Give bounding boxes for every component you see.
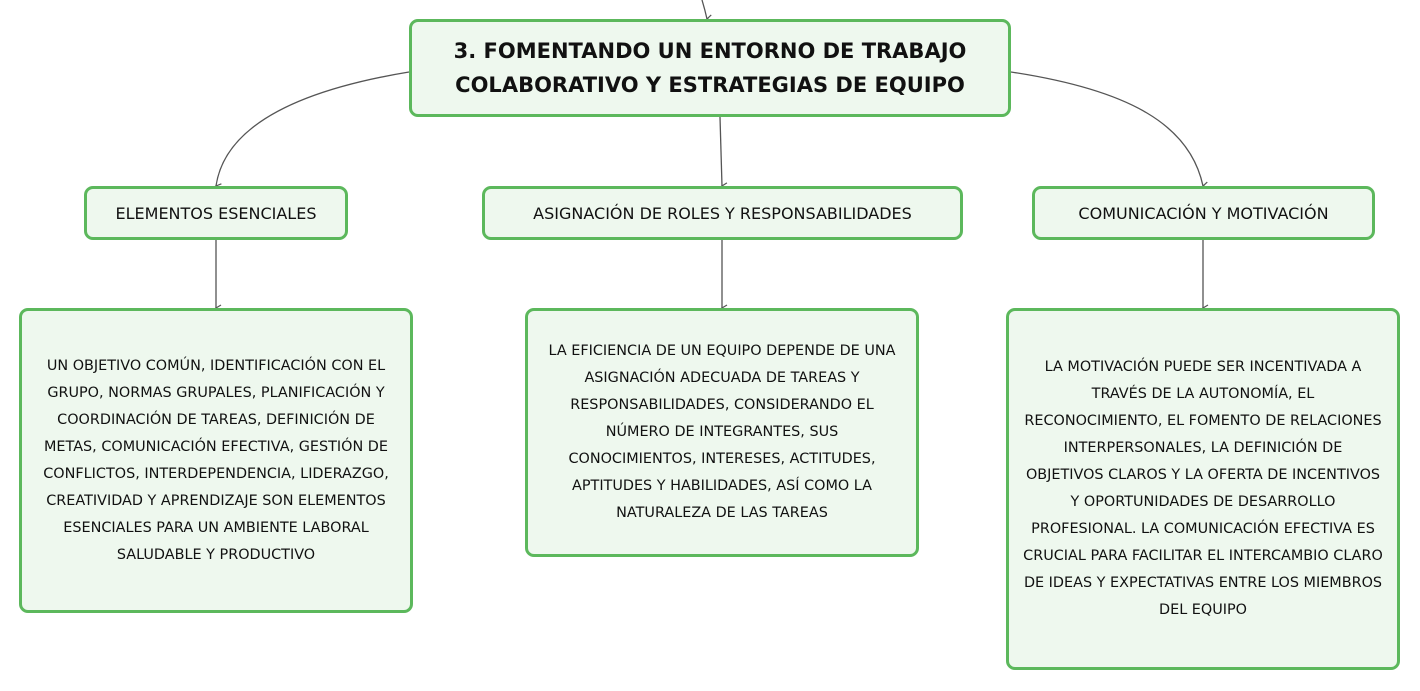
main-topic-title	[454, 34, 967, 102]
subtopic-label: COMUNICACIÓN Y MOTIVACIÓN	[1078, 203, 1329, 223]
connector-from-parent	[702, 0, 707, 19]
detail-node-comunicacion-motivacion[interactable]	[1006, 308, 1400, 670]
detail-text: LA EFICIENCIA DE UN EQUIPO DEPENDE DE UNA ASIGNACIÓN ADECUADA DE TAREAS Y RESPONSABILIDADES, CONSIDERANDO EL NÚMERO DE INTEGRANTES, SUS CONOCIMIENTOS, INTERESES, ACTITUDES, APTITUDES Y HABILIDADES, ASÍ COMO LA NATURALEZA DE LAS TAREAS	[548, 343, 896, 521]
connector-main-to-comunicacion	[1011, 72, 1203, 186]
subtopic-label: ELEMENTOS ESENCIALES	[115, 203, 317, 223]
subtopic-node-elementos-esenciales[interactable]	[84, 186, 348, 240]
main-topic-line-1: 3. FOMENTANDO UN ENTORNO DE TRABAJO	[453, 39, 967, 63]
main-topic-line-2: COLABORATIVO Y ESTRATEGIAS DE EQUIPO	[455, 73, 965, 97]
subtopic-label: ASIGNACIÓN DE ROLES Y RESPONSABILIDADES	[533, 203, 912, 223]
subtopic-node-comunicacion-motivacion[interactable]	[1032, 186, 1375, 240]
connector-main-to-asignacion	[720, 117, 722, 186]
detail-node-elementos-esenciales[interactable]	[19, 308, 413, 613]
subtopic-node-asignacion-roles[interactable]	[482, 186, 963, 240]
detail-text: LA MOTIVACIÓN PUEDE SER INCENTIVADA A TRAVÉS DE LA AUTONOMÍA, EL RECONOCIMIENTO, EL FOMENTO DE RELACIONES INTERPERSONALES, LA DEFINICIÓN DE OBJETIVOS CLAROS Y LA OFERTA DE INCENTIVOS Y OPORTUNIDADES DE DESARROLLO PROFESIONAL. LA COMUNICACIÓN EFECTIVA ES CRUCIAL PARA FACILITAR EL INTERCAMBIO CLARO DE IDEAS Y EXPECTATIVAS ENTRE LOS MIEMBROS DEL EQUIPO	[1023, 359, 1383, 618]
detail-node-asignacion-roles[interactable]	[525, 308, 919, 557]
connector-main-to-elementos	[216, 72, 409, 186]
main-topic-node[interactable]	[409, 19, 1011, 117]
detail-text: UN OBJETIVO COMÚN, IDENTIFICACIÓN CON EL GRUPO, NORMAS GRUPALES, PLANIFICACIÓN Y COORDINACIÓN DE TAREAS, DEFINICIÓN DE METAS, COMUNICACIÓN EFECTIVA, GESTIÓN DE CONFLICTOS, INTERDEPENDENCIA, LIDERAZGO, CREATIVIDAD Y APRENDIZAJE SON ELEMENTOS ESENCIALES PARA UN AMBIENTE LABORAL SALUDABLE Y PRODUCTIVO	[43, 357, 389, 563]
